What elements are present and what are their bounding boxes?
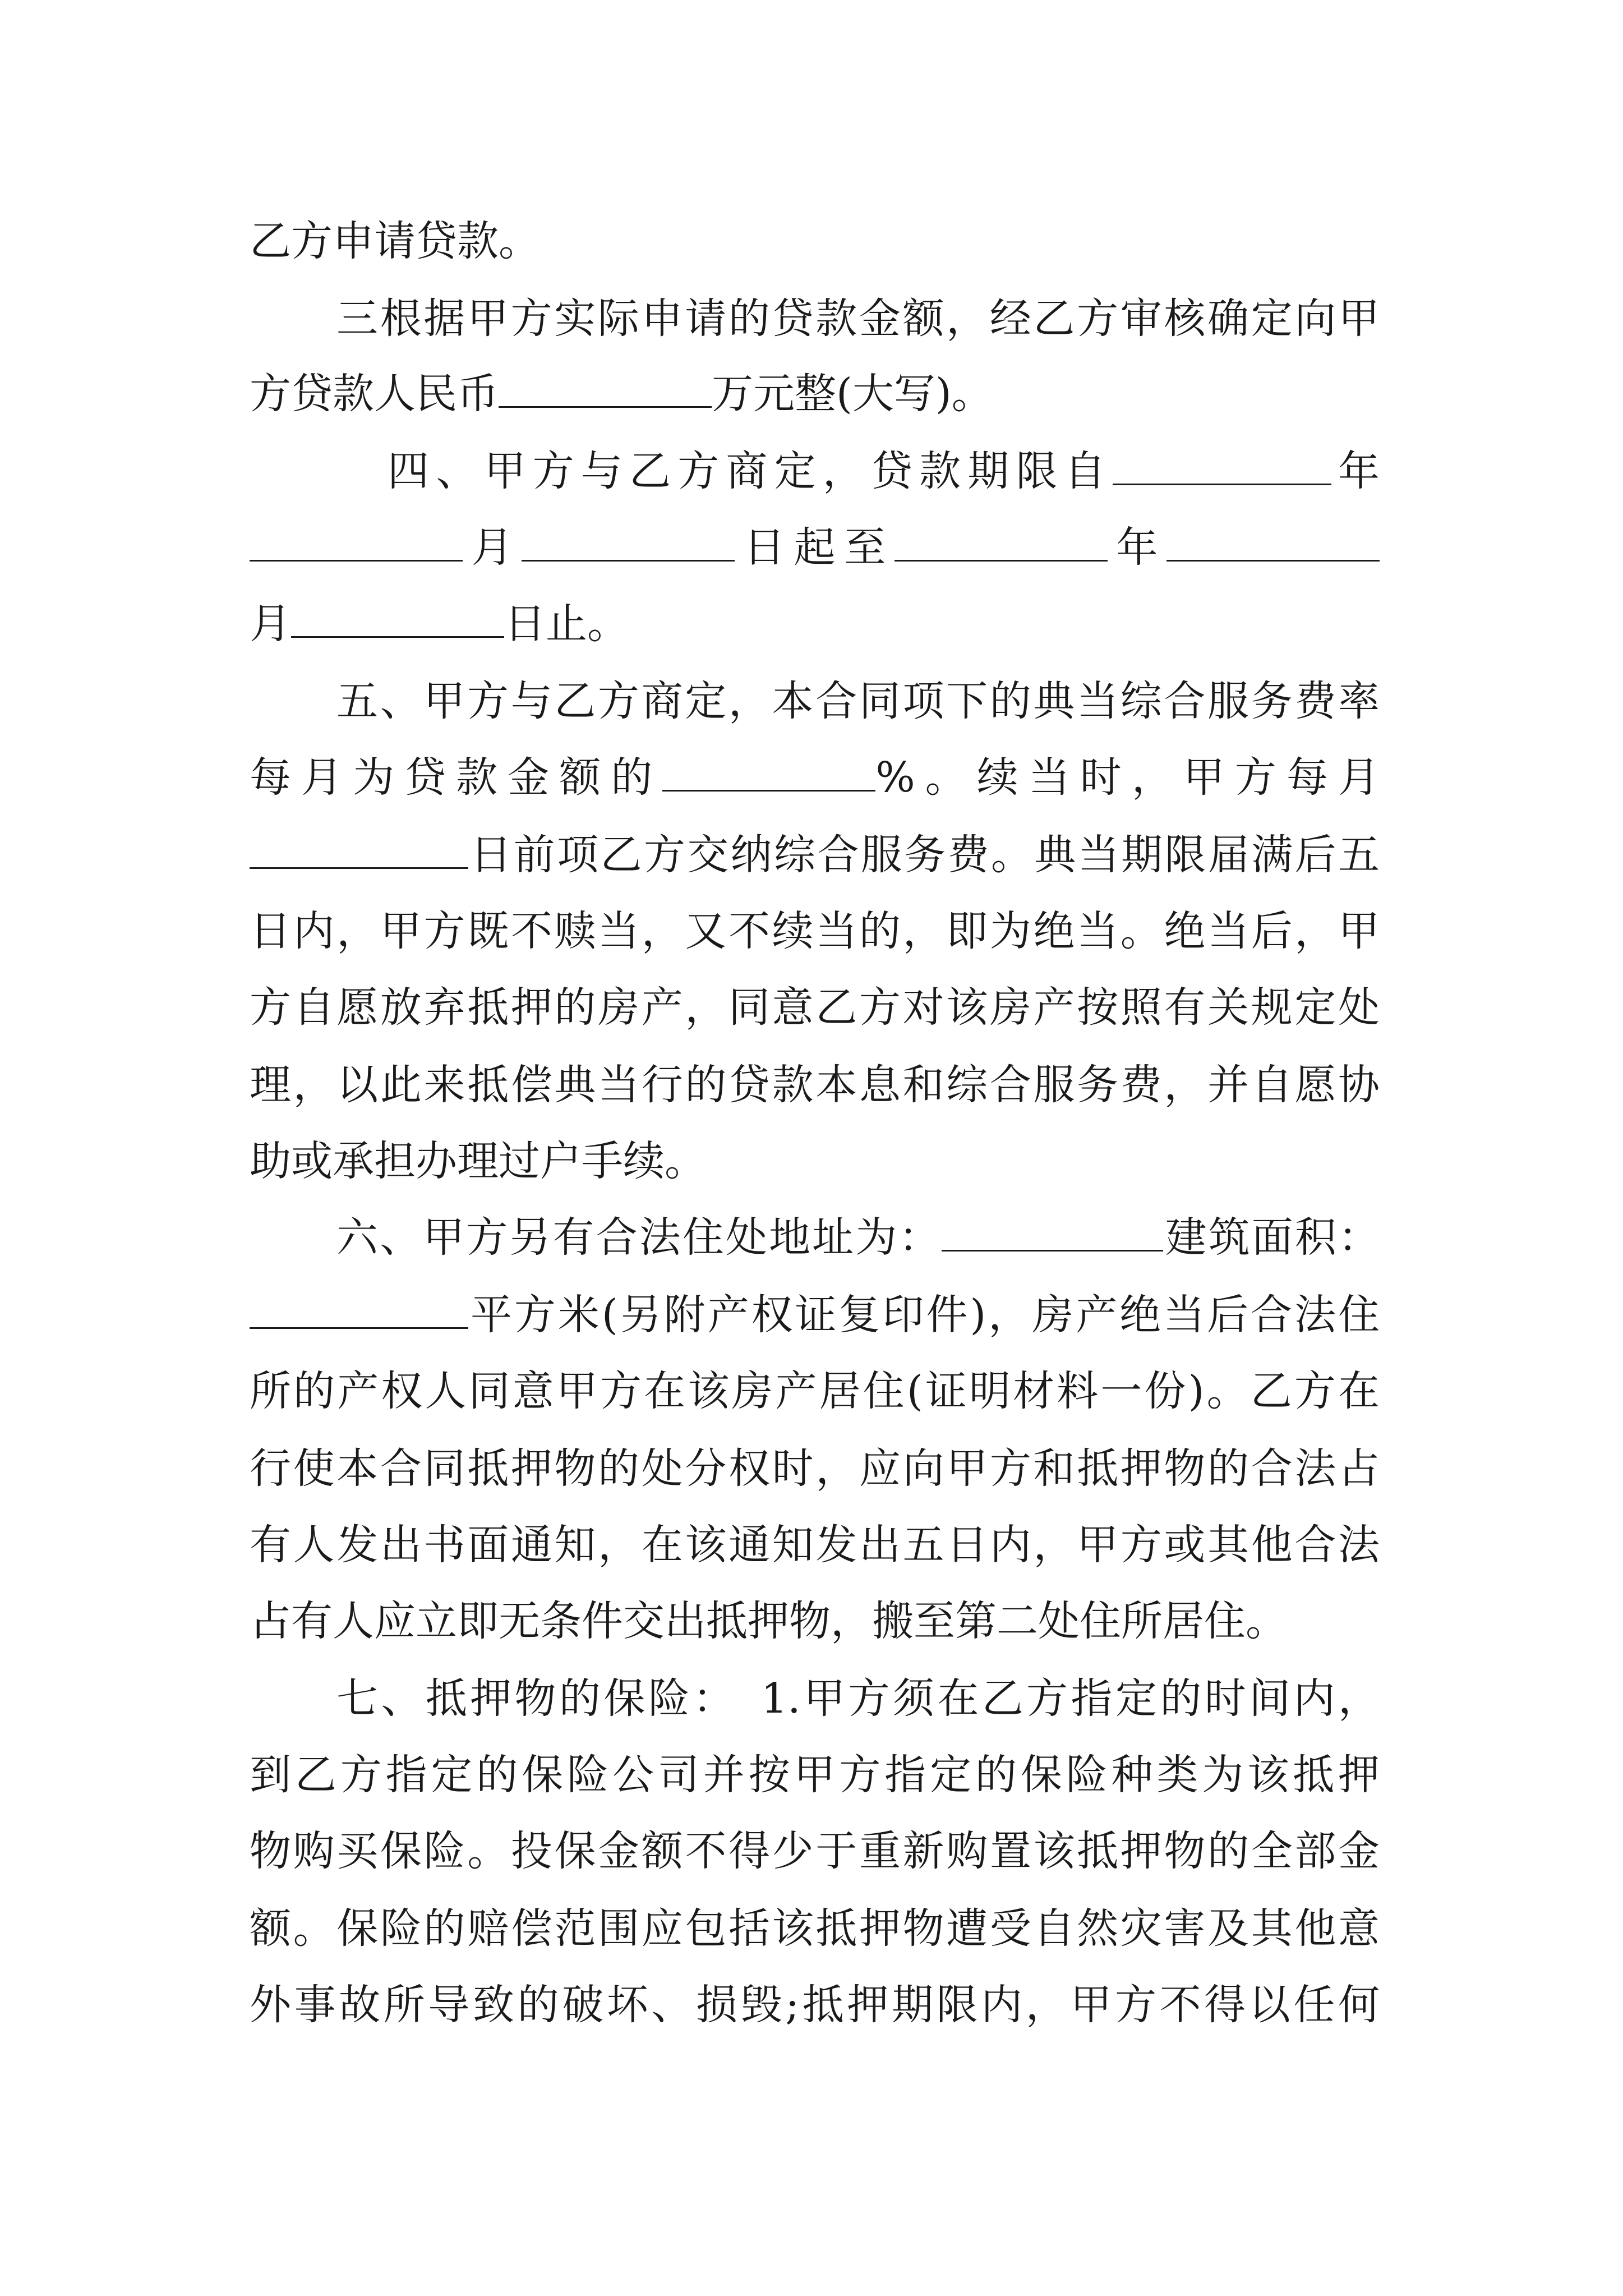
- fill-blank[interactable]: [250, 521, 463, 562]
- fill-blank[interactable]: [662, 751, 875, 792]
- fill-blank[interactable]: [250, 1288, 468, 1329]
- text-line: 月 日起至 年: [250, 519, 1380, 576]
- fill-blank[interactable]: [942, 1211, 1163, 1251]
- fill-blank[interactable]: [250, 828, 468, 869]
- text-line: 日内，甲方既不赎当，又不续当的，即为绝当。绝当后，甲: [250, 907, 1380, 955]
- text-line: 六、甲方另有合法住处地址为： 建筑面积：: [250, 1209, 1380, 1266]
- text-line: 方贷款人民币 万元整(大写)。: [250, 366, 1380, 422]
- text-line: 外事故所导致的破坏、损毁;抵押期限内，甲方不得以任何: [250, 1981, 1380, 2029]
- text-line: 助或承担办理过户手续。: [250, 1137, 706, 1185]
- text-line: 所的产权人同意甲方在该房产居住(证明材料一份)。乙方在: [250, 1367, 1380, 1415]
- text-line: 每月为贷款金额的 %。续当时，甲方每月: [250, 749, 1380, 806]
- text-line: 平方米(另附产权证复印件)，房产绝当后合法住: [250, 1287, 1380, 1343]
- text-line: 方自愿放弃抵押的房产，同意乙方对该房产按照有关规定处: [250, 983, 1380, 1032]
- text-line: 四、甲方与乙方商定，贷款期限自 年: [250, 443, 1380, 499]
- fill-blank[interactable]: [499, 367, 712, 408]
- text-line: 占有人应立即无条件交出抵押物，搬至第二处住所居住。: [250, 1597, 1287, 1645]
- fill-blank[interactable]: [1113, 444, 1331, 485]
- text-line: 乙方申请贷款。: [250, 217, 540, 265]
- text-line: 理，以此来抵偿典当行的贷款本息和综合服务费，并自愿协: [250, 1061, 1380, 1109]
- text-line: 到乙方指定的保险公司并按甲方指定的保险种类为该抵押: [250, 1751, 1380, 1799]
- text-line: 日前项乙方交纳综合服务费。典当期限届满后五: [250, 827, 1380, 883]
- text-line: 七、抵押物的保险： 1.甲方须在乙方指定的时间内，: [336, 1674, 1380, 1723]
- fill-blank[interactable]: [291, 597, 504, 638]
- text-line: 物购买保险。投保金额不得少于重新购置该抵押物的全部金: [250, 1827, 1380, 1875]
- text-line: 有人发出书面通知，在该通知发出五日内，甲方或其他合法: [250, 1521, 1380, 1569]
- text-line: 五、甲方与乙方商定，本合同项下的典当综合服务费率: [336, 677, 1380, 725]
- text-line: 额。保险的赔偿范围应包括该抵押物遭受自然灾害及其他意: [250, 1904, 1380, 1953]
- fill-blank[interactable]: [1166, 521, 1380, 562]
- text-line: 月 日止。: [250, 596, 1380, 652]
- fill-blank[interactable]: [895, 521, 1108, 562]
- text-line: 行使本合同抵押物的处分权时，应向甲方和抵押物的合法占: [250, 1444, 1380, 1493]
- text-line: 三根据甲方实际申请的贷款金额，经乙方审核确定向甲: [336, 295, 1380, 343]
- fill-blank[interactable]: [522, 521, 735, 562]
